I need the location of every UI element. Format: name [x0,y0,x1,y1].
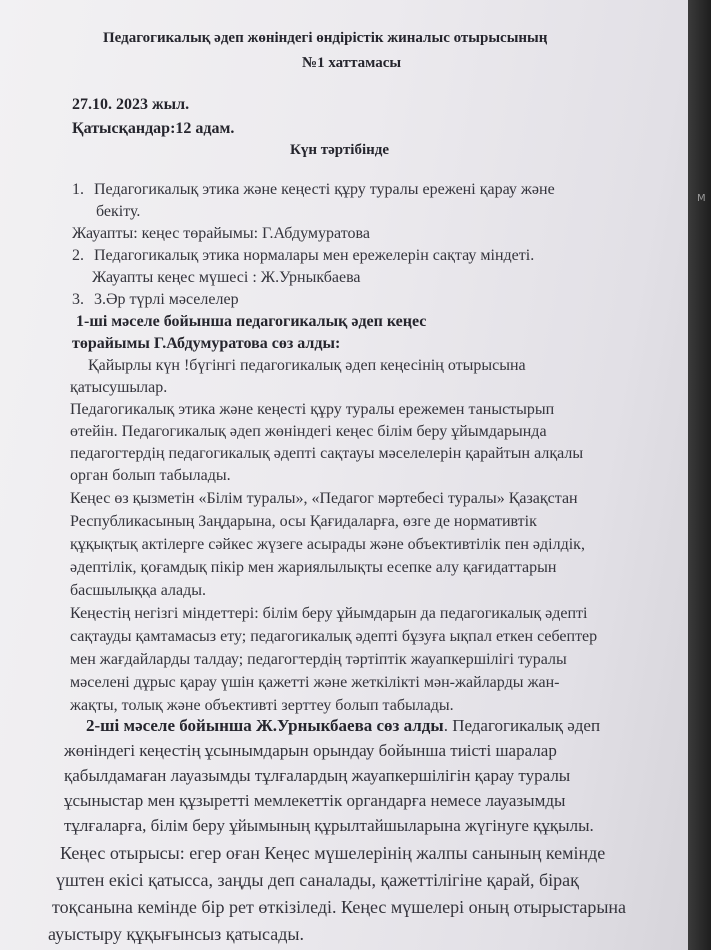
participants: Қатысқандар:12 адам. [72,120,235,137]
section2-first-line [86,716,600,736]
section2-line: тоқсанына кемінде бір рет өткізіледі. Кеңес мүшелері оның отырыстарына [52,897,627,917]
section2-line: қабылдамаған лауазымды тұлғалардың жауапкершілігін қарау туралы [64,766,571,785]
section1-line: педагогтердің педагогикалық әдепті сақтауы мәселелерін қарайтын алқалы [70,445,584,462]
section2-line: тұлғаларға, білім беру ұйымының құрылтайшыларына жүгінуге құқылы. [64,816,594,835]
section2-line: жөніндегі кеңестің ұсынымдарын орындау бойынша тиісті шаралар [64,741,557,760]
section2-line: ұсыныстар мен құзыретті мемлекеттік органдарға немесе лауазымды [64,791,566,810]
section2-heading: 2-ші мәселе бойынша Ж.Урныкбаева сөз алды [86,716,444,735]
section1-heading-line2: төрайымы Г.Абдумуратова сөз алды: [72,335,341,352]
agenda-item1-line2: бекіту. [96,203,141,220]
section1-line: Республикасының Заңдарына, осы Қағидаларға, өзге де нормативтік [70,513,537,530]
section1-line: мен жағдайларды талдау; педагогтердің тәртіптік жауапкершілігі туралы [70,651,567,668]
section1-line: мәселені дұрыс қарау үшін қажетті және жеткілікті мән-жайларды жан- [70,674,560,691]
agenda-item2-number: 2. [72,247,84,264]
section2-first-line-rest: . Педагогикалық әдеп [443,716,601,735]
agenda-item2-responsible: Жауапты кеңес мүшесі : Ж.Урныкбаева [92,269,361,286]
section2-line: үштен екісі қатысса, заңды деп саналады, қажеттілігіне қарай, бірақ [56,870,579,890]
page-edge-mark: M [697,193,706,204]
section2-line: ауыстыру құқығынсыз қатысады. [48,924,304,944]
agenda-item1-responsible: Жауапты: кеңес төрайымы: Г.Абдумуратова [72,225,370,242]
meeting-date: 27.10. 2023 жыл. [72,96,190,113]
section1-line: қатысушылар. [70,379,168,396]
agenda-item2-line1: Педагогикалық этика нормалары мен ережелерін сақтау міндеті. [94,247,535,264]
section1-line: басшылыққа алады. [70,582,207,599]
section1-line: Қайырлы күн !бүгінгі педагогикалық әдеп кеңесінің отырысына [88,357,526,374]
section1-line: орган болып табылады. [70,467,231,484]
section1-line: Педагогикалық этика және кеңесті құру туралы ережемен таныстырып [70,401,555,418]
section1-line: жақты, толық және объективті зерттеу болып табылады. [70,697,454,714]
section2-line: Кеңес отырысы: егер оған Кеңес мүшелерінің жалпы санының кемінде [60,843,606,863]
section1-line: Кеңестің негізгі міндеттері: білім беру ұйымдарын да педагогикалық әдепті [70,605,588,622]
agenda-item3-text: 3.Әр түрлі мәселелер [94,291,239,308]
section1-heading-line1: 1-ші мәселе бойынша педагогикалық әдеп кеңес [76,313,427,330]
doc-title-line2: №1 хаттамасы [302,55,402,71]
agenda-heading: Күн тәртібінде [290,142,390,158]
section1-line: әдептілік, қоғамдық пікір мен жариялылықты есепке алу қағидаттарын [70,559,557,576]
section1-line: өтейін. Педагогикалық әдеп жөніндегі кеңес білім беру ұйымдарында [70,423,547,440]
section1-line: Кеңес өз қызметін «Білім туралы», «Педагог мәртебесі туралы» Қазақстан [70,490,578,507]
section1-line: құқықтық актілерге сәйкес жүзеге асырады және объективтілік пен әділдік, [70,536,585,553]
agenda-item1-number: 1. [72,181,84,198]
agenda-item1-line1: Педагогикалық этика және кеңесті құру туралы ережені қарау және [94,181,555,198]
section1-line: сақтауды қамтамасыз ету; педагогикалық әдепті бұзуға ықпал еткен себептер [70,628,598,645]
agenda-item3-number: 3. [72,291,84,308]
doc-title-line1: Педагогикалық әдеп жөніндегі өндірістік жиналыс отырысының [103,30,548,46]
page-edge-shadow [688,0,711,950]
